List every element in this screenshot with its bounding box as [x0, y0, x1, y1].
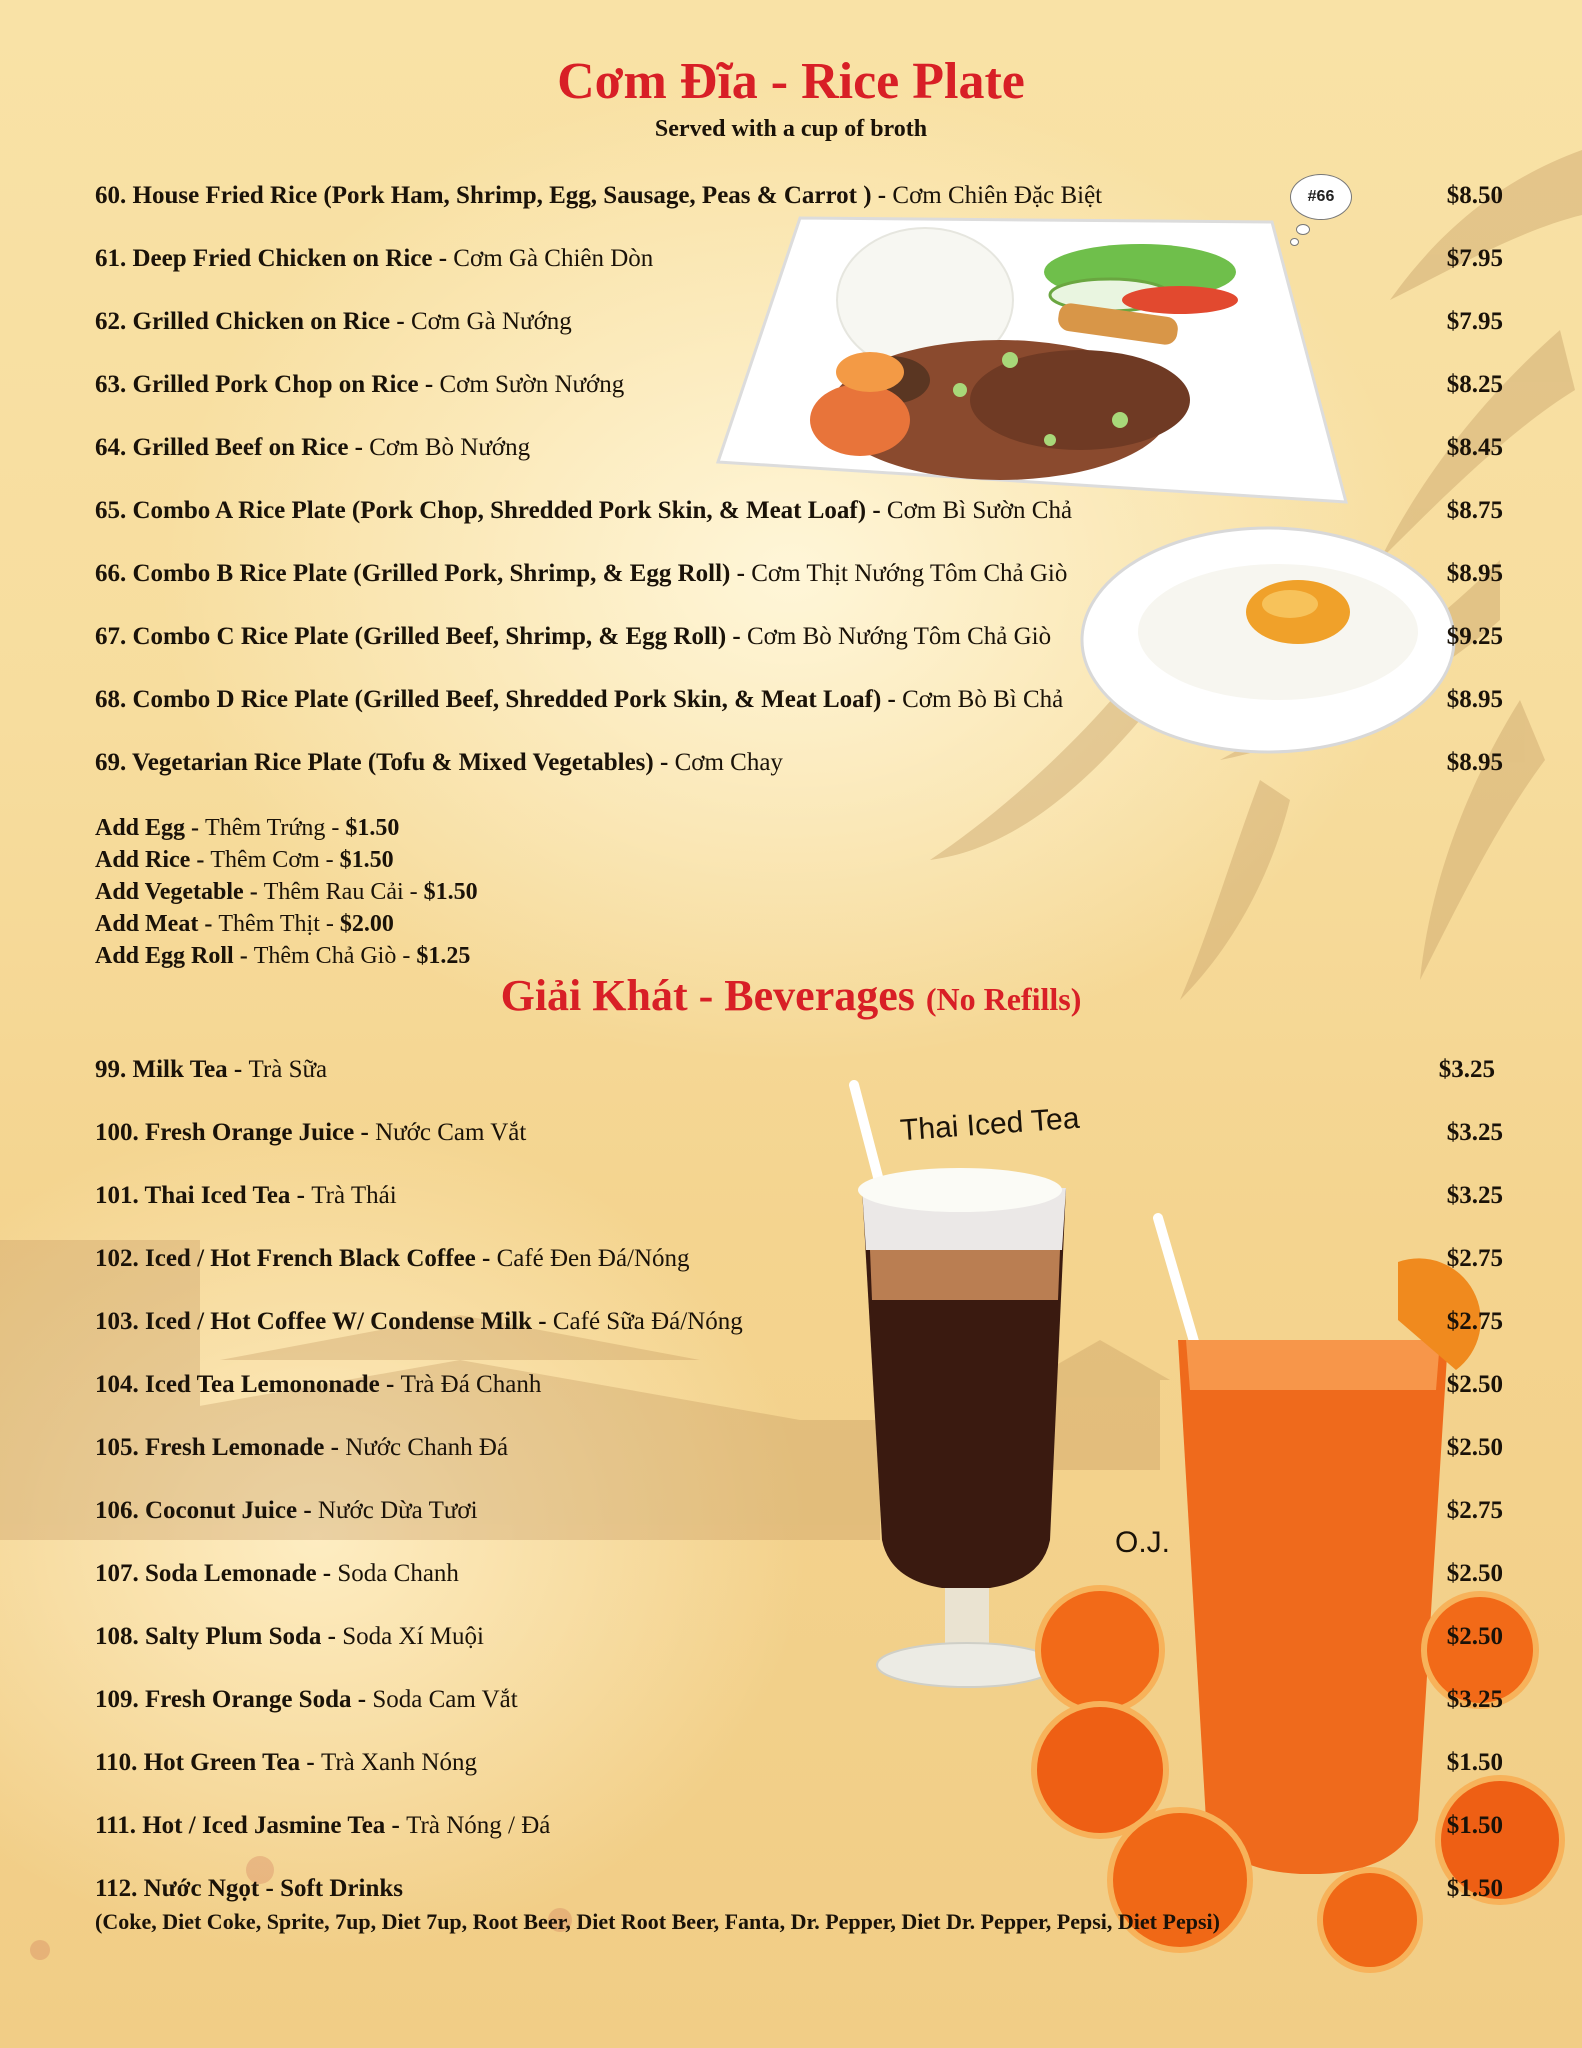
- beverages-title-note: (No Refills): [925, 981, 1082, 1017]
- beverage-item-price: $2.75: [1446, 1245, 1503, 1272]
- rice-plate-item-vietnamese-name: Cơm Bò Bì Chả: [902, 686, 1064, 713]
- rice-plate-item: [95, 176, 1505, 216]
- rice-plate-item-vietnamese-name: Cơm Chiên Đặc Biệt: [892, 182, 1103, 209]
- beverage-item-name: 110. Hot Green Tea -: [95, 1749, 321, 1776]
- beverage-item-price: $1.50: [1446, 1749, 1503, 1776]
- beverage-item-vietnamese-name: Trà Thái: [311, 1182, 397, 1209]
- rice-plate-item-name: 60. House Fried Rice (Pork Ham, Shrimp, Egg, Sausage, Peas & Carrot ) -: [95, 182, 893, 209]
- beverage-item-name: 100. Fresh Orange Juice -: [95, 1119, 376, 1146]
- beverage-item-price: $2.50: [1446, 1434, 1503, 1461]
- rice-plate-item: [95, 428, 1505, 468]
- beverage-item-price: $2.50: [1446, 1560, 1503, 1587]
- beverage-item-vietnamese-name: Nước Chanh Đá: [345, 1434, 509, 1461]
- add-on-vietnamese-name: Thêm Thịt -: [218, 911, 340, 937]
- rice-plate-item-vietnamese-name: Cơm Gà Chiên Dòn: [453, 245, 654, 272]
- add-on-vietnamese-name: Thêm Chả Giò -: [253, 943, 417, 969]
- add-on-name: Add Vegetable -: [95, 879, 264, 905]
- beverage-item: [95, 1806, 1505, 1846]
- beverage-item-vietnamese-name: Soda Chanh: [337, 1560, 459, 1587]
- beverage-item-vietnamese-name: Café Đen Đá/Nóng: [496, 1245, 690, 1272]
- beverage-item-name: 106. Coconut Juice -: [95, 1497, 318, 1524]
- rice-plate-item-name: 63. Grilled Pork Chop on Rice -: [95, 371, 440, 398]
- beverage-item-name: 101. Thai Iced Tea -: [95, 1182, 312, 1209]
- rice-plate-item-name: 68. Combo D Rice Plate (Grilled Beef, Shredded Pork Skin, & Meat Loaf) -: [95, 686, 903, 713]
- beverage-item-vietnamese-name: Soda Cam Vắt: [372, 1686, 518, 1713]
- add-on-name: Add Egg -: [95, 815, 206, 841]
- rice-plate-item: [95, 617, 1505, 657]
- rice-plate-item: [95, 554, 1505, 594]
- rice-plate-item-price: $7.95: [1446, 308, 1503, 335]
- beverage-item-vietnamese-name: Trà Sữa: [248, 1056, 328, 1083]
- add-on-item: [95, 844, 394, 876]
- add-on-item: [95, 908, 394, 940]
- rice-plate-item-vietnamese-name: Cơm Bò Nướng: [369, 434, 531, 461]
- beverage-item-price: $1.50: [1446, 1812, 1503, 1839]
- rice-plate-item-vietnamese-name: Cơm Bì Sườn Chả: [886, 497, 1073, 524]
- rice-plate-item-name: 69. Vegetarian Rice Plate (Tofu & Mixed Vegetables) -: [95, 749, 675, 776]
- beverages-title: [0, 970, 1582, 1021]
- beverage-item-vietnamese-name: Soda Xí Muội: [342, 1623, 484, 1650]
- rice-plate-item-price: $8.75: [1446, 497, 1503, 524]
- beverage-item-price: $1.50: [1446, 1875, 1503, 1902]
- add-on-vietnamese-name: Thêm Cơm -: [210, 847, 340, 873]
- beverage-item-name: 99. Milk Tea -: [95, 1056, 249, 1083]
- thai-iced-tea-photo-label: Thai Iced Tea: [899, 1101, 1081, 1148]
- add-on-price: $1.50: [339, 847, 394, 873]
- beverage-item: [95, 1365, 1505, 1405]
- rice-plate-item-price: $8.95: [1446, 686, 1503, 713]
- add-on-price: $1.50: [423, 879, 478, 905]
- beverage-item: [95, 1428, 1505, 1468]
- beverage-item: [95, 1554, 1505, 1594]
- beverage-item-price: $3.25: [1438, 1056, 1495, 1083]
- callout-bubble-large: [1296, 224, 1310, 235]
- beverage-item-price: $2.50: [1446, 1371, 1503, 1398]
- beverage-item-price: $2.75: [1446, 1308, 1503, 1335]
- beverage-item: [95, 1680, 1505, 1720]
- rice-plate-item-name: 67. Combo C Rice Plate (Grilled Beef, Shrimp, & Egg Roll) -: [95, 623, 747, 650]
- rice-plate-item-vietnamese-name: Cơm Bò Nướng Tôm Chả Giò: [747, 623, 1052, 650]
- beverage-item-price: $2.50: [1446, 1623, 1503, 1650]
- beverage-item-name: 102. Iced / Hot French Black Coffee -: [95, 1245, 497, 1272]
- rice-plate-item-price: $9.25: [1446, 623, 1503, 650]
- rice-plate-item-price: $8.50: [1446, 182, 1503, 209]
- rice-plate-item-name: 65. Combo A Rice Plate (Pork Chop, Shredded Pork Skin, & Meat Loaf) -: [95, 497, 887, 524]
- rice-plate-item-name: 66. Combo B Rice Plate (Grilled Pork, Shrimp, & Egg Roll) -: [95, 560, 752, 587]
- add-on-name: Add Rice -: [95, 847, 211, 873]
- beverage-item-price: $2.75: [1446, 1497, 1503, 1524]
- beverage-item-price: $3.25: [1446, 1686, 1503, 1713]
- beverage-item-name: 107. Soda Lemonade -: [95, 1560, 338, 1587]
- add-on-item: [95, 940, 470, 972]
- rice-plate-item: [95, 743, 1505, 783]
- beverage-item-price: $3.25: [1446, 1182, 1503, 1209]
- add-on-price: $1.50: [345, 815, 400, 841]
- add-on-name: Add Egg Roll -: [95, 943, 254, 969]
- rice-plate-item-price: $7.95: [1446, 245, 1503, 272]
- beverage-item: [95, 1050, 1505, 1090]
- beverage-item-vietnamese-name: Nước Dừa Tươi: [317, 1497, 478, 1524]
- rice-plate-item-name: 64. Grilled Beef on Rice -: [95, 434, 370, 461]
- beverage-item-vietnamese-name: Trà Đá Chanh: [400, 1371, 542, 1398]
- beverage-item-vietnamese-name: Trà Nóng / Đá: [406, 1812, 551, 1839]
- dish-66-callout-badge: #66: [1290, 174, 1352, 220]
- rice-plate-item: [95, 680, 1505, 720]
- rice-plate-item-price: $8.95: [1446, 749, 1503, 776]
- beverage-item: [95, 1743, 1505, 1783]
- rice-plate-item-vietnamese-name: Cơm Sườn Nướng: [439, 371, 625, 398]
- add-on-item: [95, 876, 478, 908]
- beverage-item-name: 109. Fresh Orange Soda -: [95, 1686, 373, 1713]
- rice-plate-subtitle: Served with a cup of broth: [654, 116, 928, 142]
- rice-plate-item-price: $8.45: [1446, 434, 1503, 461]
- add-on-price: $1.25: [416, 943, 471, 969]
- beverage-item-name: 111. Hot / Iced Jasmine Tea -: [95, 1812, 407, 1839]
- beverage-item-name: 103. Iced / Hot Coffee W/ Condense Milk -: [95, 1308, 553, 1335]
- beverages-title-text: Giải Khát - Beverages: [500, 971, 915, 1020]
- beverage-item: [95, 1176, 1505, 1216]
- beverage-item-name: 104. Iced Tea Lemononade -: [95, 1371, 401, 1398]
- rice-plate-item: [95, 491, 1505, 531]
- add-on-vietnamese-name: Thêm Rau Cải -: [263, 879, 424, 905]
- rice-plate-item-price: $8.95: [1446, 560, 1503, 587]
- soft-drinks-list: (Coke, Diet Coke, Sprite, 7up, Diet 7up, Root Beer, Diet Root Beer, Fanta, Dr. Pepper, Diet Dr. Pepper, Pepsi, Diet Pepsi): [95, 1909, 1220, 1934]
- rice-plate-item-name: 62. Grilled Chicken on Rice -: [95, 308, 411, 335]
- rice-plate-item-name: 61. Deep Fried Chicken on Rice -: [95, 245, 454, 272]
- beverage-item-name: 112. Nước Ngọt - Soft Drinks: [95, 1875, 404, 1902]
- beverage-item-vietnamese-name: Trà Xanh Nóng: [320, 1749, 477, 1776]
- rice-plate-title: Cơm Đĩa - Rice Plate: [557, 53, 1025, 110]
- beverage-item: [95, 1239, 1505, 1279]
- rice-plate-item: [95, 365, 1505, 405]
- beverage-item: [95, 1302, 1505, 1342]
- beverage-item-name: 108. Salty Plum Soda -: [95, 1623, 343, 1650]
- add-on-name: Add Meat -: [95, 911, 219, 937]
- rice-plate-item: [95, 239, 1505, 279]
- orange-juice-photo-label: O.J.: [1115, 1526, 1171, 1559]
- rice-plate-item-vietnamese-name: Cơm Gà Nướng: [410, 308, 572, 335]
- beverage-item: [95, 1491, 1505, 1531]
- beverage-item-price: $3.25: [1446, 1119, 1503, 1146]
- beverage-item-vietnamese-name: Café Sữa Đá/Nóng: [552, 1308, 743, 1335]
- beverage-item-name: 105. Fresh Lemonade -: [95, 1434, 346, 1461]
- beverage-item-vietnamese-name: Nước Cam Vắt: [375, 1119, 527, 1146]
- add-on-price: $2.00: [339, 911, 394, 937]
- rice-plate-item-price: $8.25: [1446, 371, 1503, 398]
- rice-plate-item-vietnamese-name: Cơm Thịt Nướng Tôm Chả Giò: [751, 560, 1068, 587]
- beverage-item: [95, 1113, 1505, 1153]
- add-on-vietnamese-name: Thêm Trứng -: [205, 815, 346, 841]
- beverage-item: [95, 1617, 1505, 1657]
- add-on-item: [95, 812, 399, 844]
- rice-plate-item: [95, 302, 1505, 342]
- rice-plate-item-vietnamese-name: Cơm Chay: [674, 749, 783, 776]
- beverage-item: [95, 1869, 1505, 1909]
